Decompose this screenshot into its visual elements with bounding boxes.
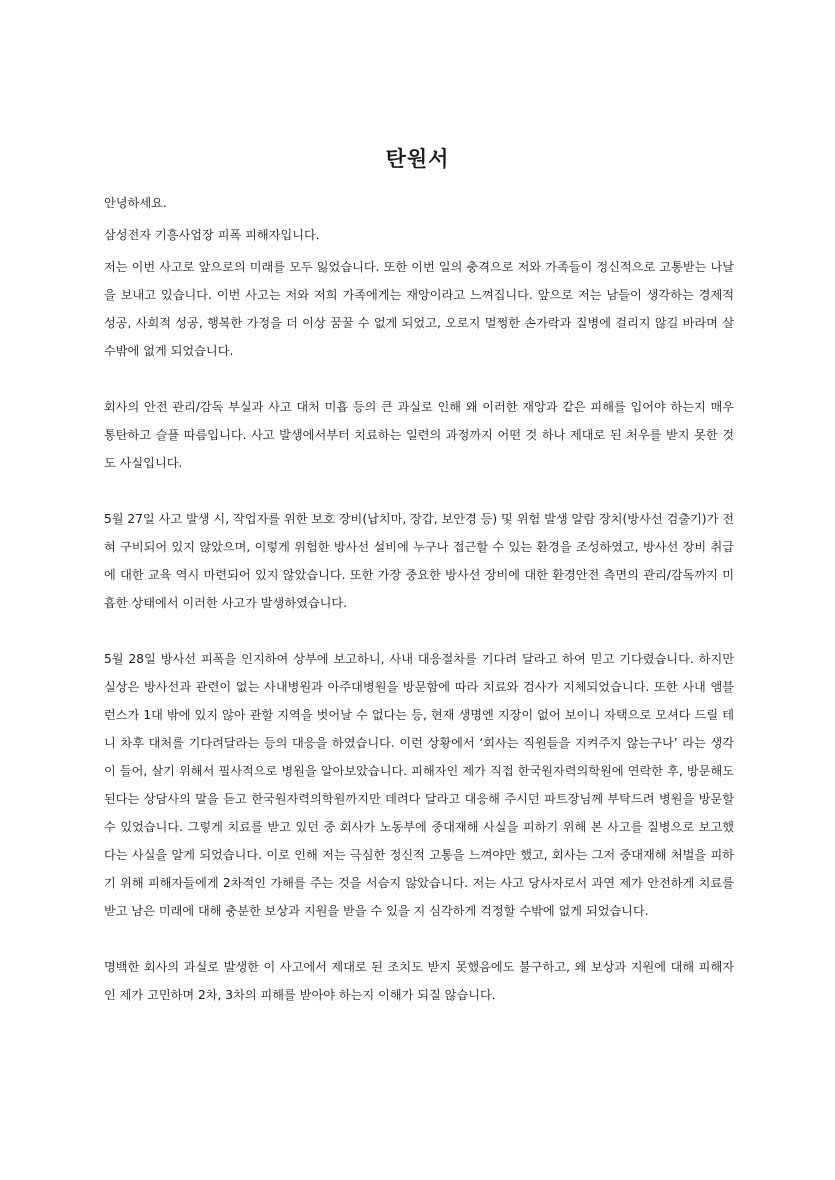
document-body	[104, 189, 734, 1009]
body-paragraph-response: 5월 28일 방사선 피폭을 인지하여 상부에 보고하니, 사내 대응절차를 기다려 달라고 하여 믿고 기다렸습니다. 하지만 실상은 방사선과 관련이 없는 사내병원과 아주대병원을 방문함에 따라 치료와 검사가 지체되었습니다. 또한 사내 앰블런스가 1대 밖에 있지 않아 관할 지역을 벗어날 수 없다는 등, 현재 생명엔 지장이 없어 보이니 자택으로 모셔다 드릴 테니 차후 대처를 기다려달라는 등의 대응을 하였습니다. 이런 상황에서 ‘회사는 직원들을 지켜주지 않는구나’ 라는 생각이 들어, 살기 위해서 필사적으로 병원을 알아보았습니다. 피해자인 제가 직접 한국원자력의학원에 연락한 후, 방문해도 된다는 상담사의 말을 듣고 한국원자력의학원까지만 데려다 달라고 대응해 주시던 파트장님께 부탁드려 병원을 방문할 수 있었습니다. 그렇게 치료를 받고 있던 중 회사가 노동부에 중대재해 사실을 피하기 위해 본 사고를 질병으로 보고했다는 사실을 알게 되었습니다. 이로 인해 저는 극심한 정신적 고통을 느껴야만 했고, 회사는 그저 중대재해 처벌을 피하기 위해 피해자들에게 2차적인 가해를 주는 것을 서슴지 않았습니다. 저는 사고 당사자로서 과연 제가 안전하게 치료를 받고 남은 미래에 대해 충분한 보상과 지원을 받을 수 있을 지 심각하게 걱정할 수밖에 없게 되었습니다.	[104, 652, 734, 918]
greeting-paragraph: 안녕하세요.	[104, 196, 167, 210]
document-title: 탄원서	[385, 147, 450, 171]
intro-paragraph: 삼성전자 기흥사업장 피폭 피해자입니다.	[104, 228, 320, 242]
body-paragraph-negligence: 회사의 안전 관리/감독 부실과 사고 대처 미흡 등의 큰 과실로 인해 왜 이러한 재앙과 같은 피해를 입어야 하는지 매우 통탄하고 슬플 따름입니다. 사고 발생에서부터 치료하는 일련의 과정까지 어떤 것 하나 제대로 된 처우를 받지 못한 것도 사실입니다.	[104, 400, 734, 470]
body-paragraph-loss: 저는 이번 사고로 앞으로의 미래를 모두 잃었습니다. 또한 이번 일의 충격으로 저와 가족들이 정신적으로 고통받는 나날을 보내고 있습니다. 이번 사고는 저와 저희 가족에게는 재앙이라고 느껴집니다. 앞으로 저는 남들이 생각하는 경제적 성공, 사회적 성공, 행복한 가정을 더 이상 꿈꿀 수 없게 되었고, 오로지 멀쩡한 손가락과 질병에 걸리지 않길 바라며 살 수밖에 없게 되었습니다.	[104, 260, 735, 358]
body-paragraph-incident: 5월 27일 사고 발생 시, 작업자를 위한 보호 장비(납치마, 장갑, 보안경 등) 및 위험 발생 알람 장치(방사선 검출기)가 전혀 구비되어 있지 않았으며, 이렇게 위험한 방사선 설비에 누구나 접근할 수 있는 환경을 조성하였고, 방사선 장비 취급에 대한 교육 역시 마련되어 있지 않았습니다. 또한 가장 중요한 방사선 장비에 대한 환경안전 측면의 관리/감독까지 미흡한 상태에서 이러한 사고가 발생하였습니다.	[104, 512, 734, 610]
body-paragraph-conclusion: 명백한 회사의 과실로 발생한 이 사고에서 제대로 된 조치도 받지 못했음에도 불구하고, 왜 보상과 지원에 대해 피해자인 제가 고민하며 2차, 3차의 피해를 받아야 하는지 이해가 되질 않습니다.	[104, 960, 734, 1002]
